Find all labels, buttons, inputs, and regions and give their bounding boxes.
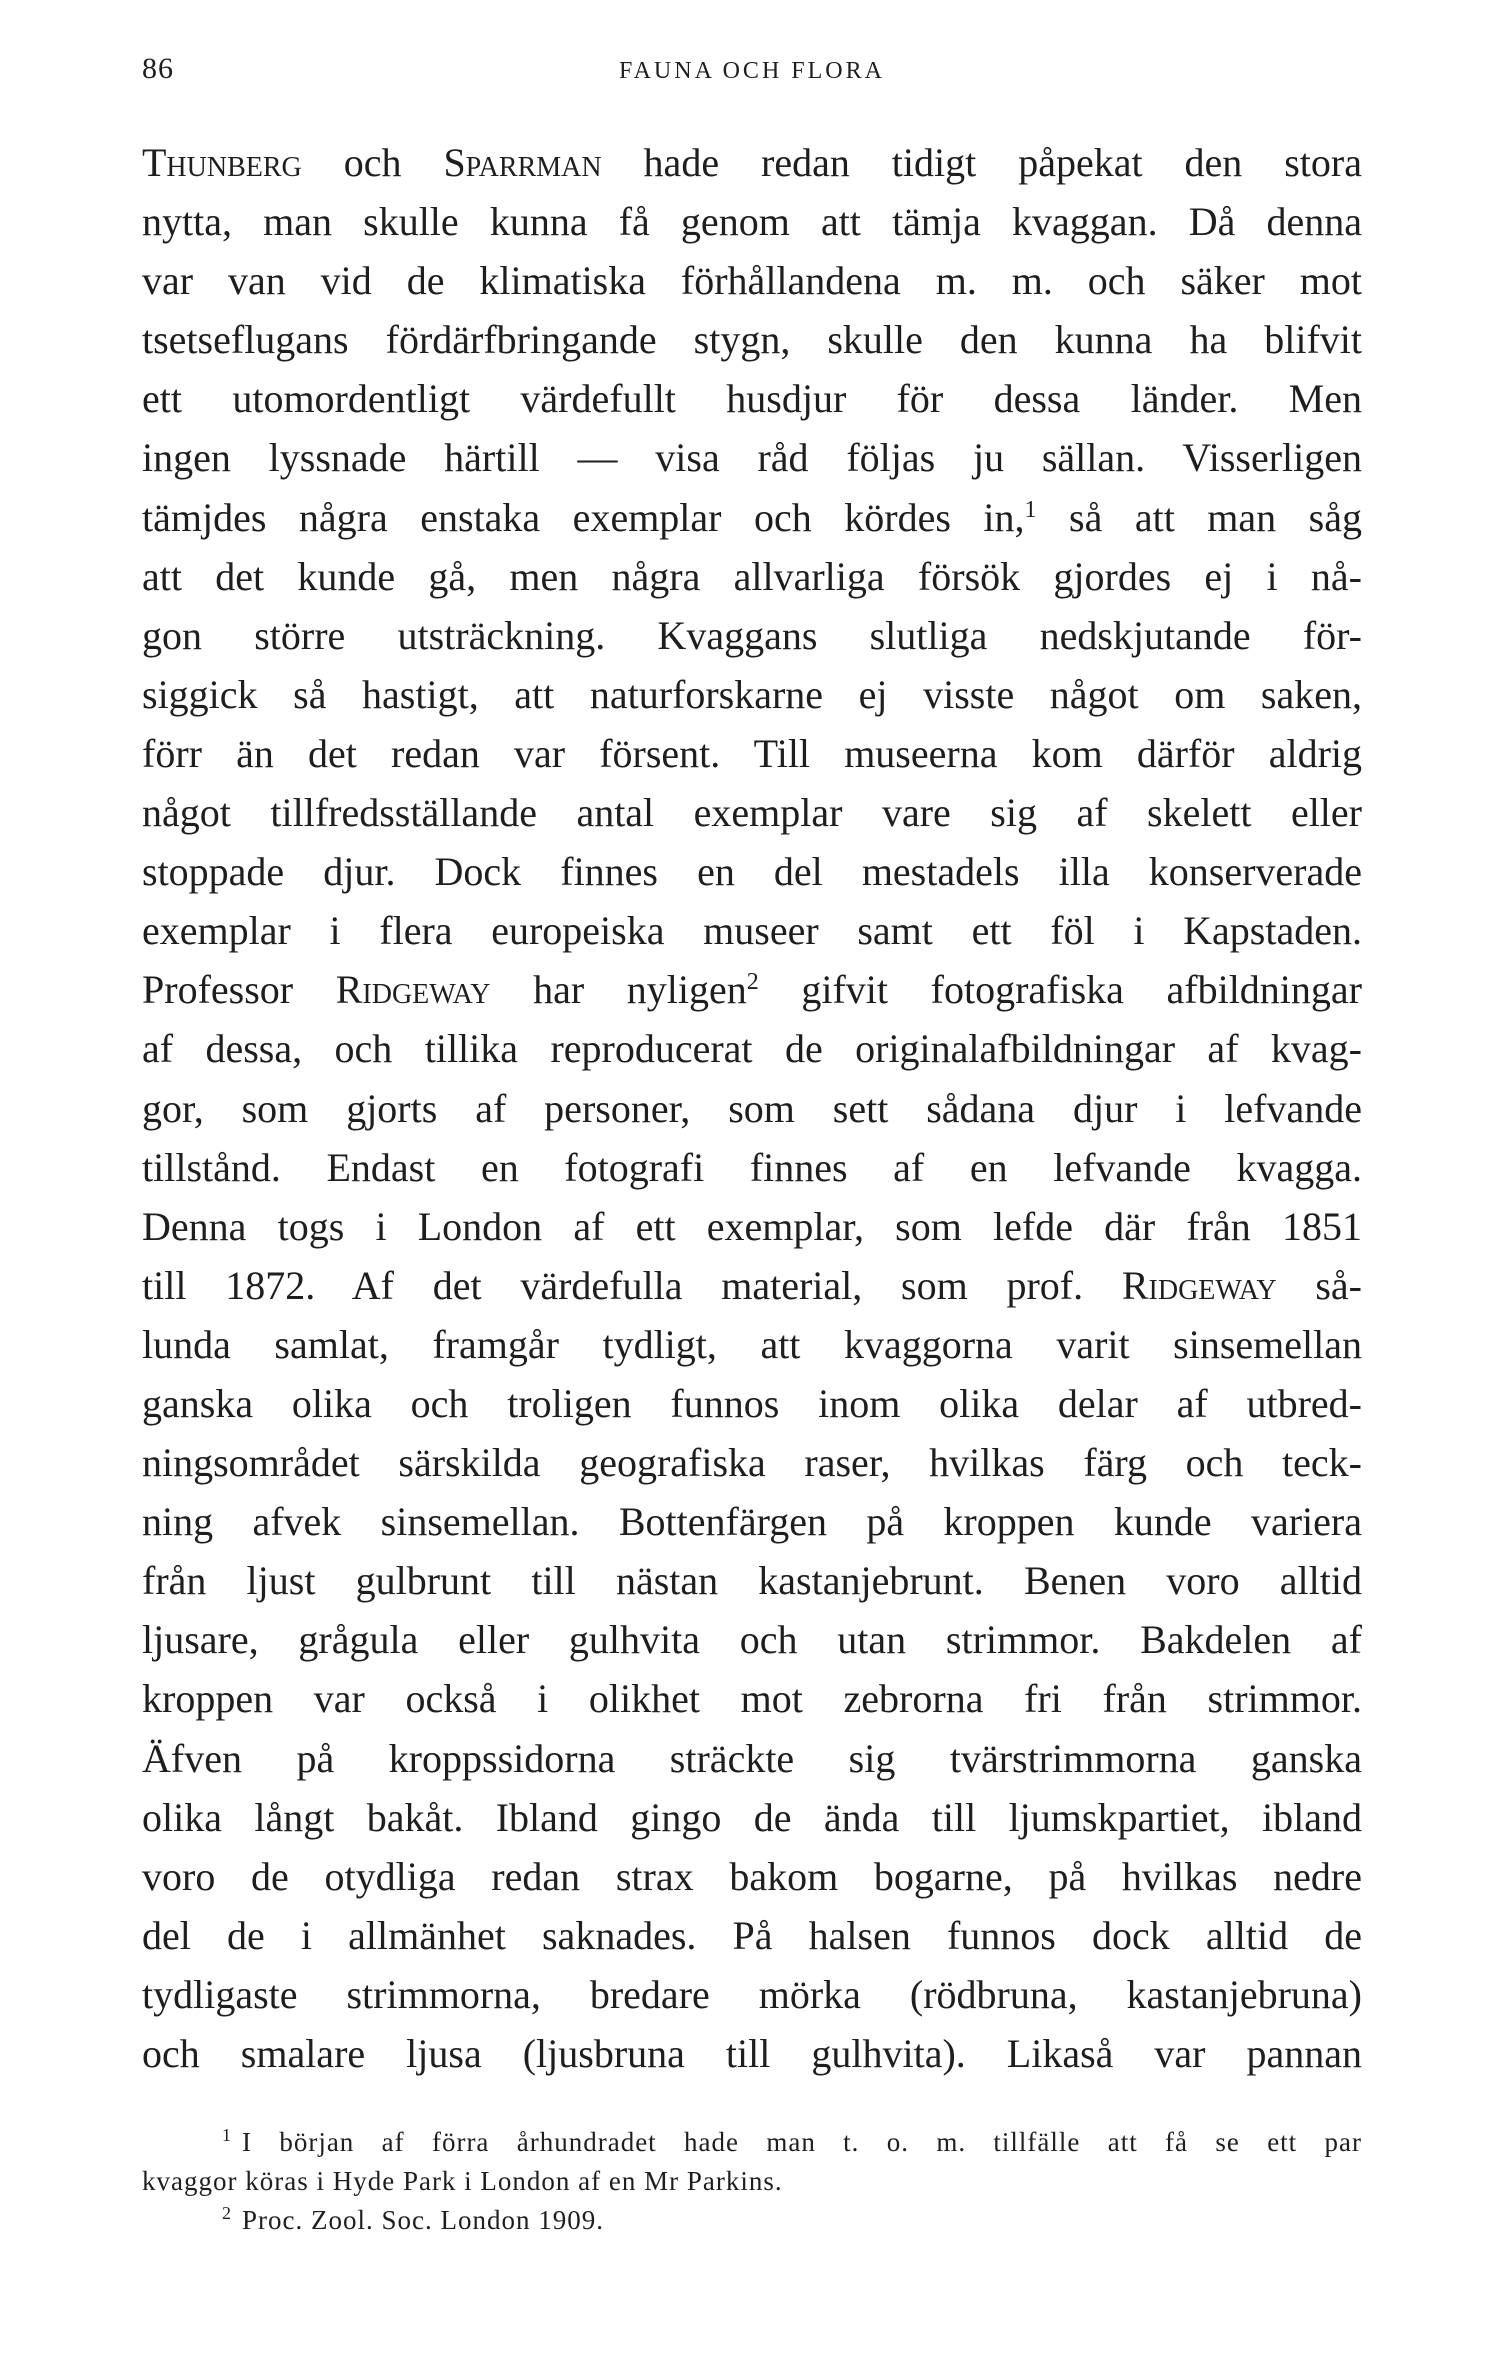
text-run: ningsområdet särskilda geografiska raser, hvilkas färg och teck- xyxy=(142,1440,1362,1486)
text-run: har nyligen xyxy=(490,967,747,1013)
text-run: gon större utsträckning. Kvaggans slutliga nedskjutande för- xyxy=(142,612,1362,658)
text-line xyxy=(142,1551,1362,1610)
text-line xyxy=(142,133,1362,192)
text-run: Äfven på kroppssidorna sträckte sig tvärstrimmorna ganska xyxy=(142,1735,1362,1781)
author-name: Ridgeway xyxy=(1121,1262,1277,1308)
page-number: 86 xyxy=(142,52,174,85)
text-run: något tillfredsställande antal exemplar vare sig af skelett eller xyxy=(142,790,1362,836)
footnote-2-line-1 xyxy=(142,2201,1362,2240)
text-run: gifvit fotografiska afbildningar xyxy=(758,967,1362,1013)
text-run: Denna togs i London af ett exemplar, som lefde där från 1851 xyxy=(142,1203,1362,1249)
footnote-2-mark: 2 xyxy=(222,2203,232,2223)
page-header xyxy=(142,52,1362,92)
footnote-2-text: Proc. Zool. Soc. London 1909. xyxy=(242,2205,604,2235)
footnote-1-line-2: kvaggor köras i Hyde Park i London af en Mr Parkins. xyxy=(142,2166,783,2196)
text-line xyxy=(142,665,1362,724)
text-run: från ljust gulbrunt till nästan kastanjebrunt. Benen voro alltid xyxy=(142,1558,1362,1604)
text-run: och smalare ljusa (ljusbruna till gulhvita). Likaså var pannan xyxy=(142,2031,1362,2076)
text-line xyxy=(142,428,1362,487)
text-run: voro de otydliga redan strax bakom bogarne, på hvilkas nedre xyxy=(142,1853,1362,1899)
text-line xyxy=(142,1788,1362,1847)
text-run: exemplar i flera europeiska museer samt ett föl i Kapstaden. xyxy=(142,908,1362,954)
text-run: af dessa, och tillika reproducerat de originalafbildningar af kvag- xyxy=(142,1026,1362,1072)
text-line xyxy=(142,842,1362,901)
author-name: Thunberg xyxy=(142,140,302,185)
text-line xyxy=(142,1374,1362,1433)
text-line xyxy=(142,1847,1362,1906)
text-run: tämjdes några enstaka exemplar och kördes in, xyxy=(142,494,1025,540)
text-run: så- xyxy=(1276,1262,1363,1308)
text-line xyxy=(142,1492,1362,1551)
footnotes xyxy=(142,2123,1362,2240)
text-run: ganska olika och troligen funnos inom olika delar af utbred- xyxy=(142,1380,1362,1426)
text-run: ljusare, grågula eller gulhvita och utan strimmor. Bakdelen af xyxy=(142,1617,1362,1663)
text-line xyxy=(142,960,1362,1019)
text-line xyxy=(142,783,1362,842)
text-line xyxy=(142,1669,1362,1728)
text-line xyxy=(142,724,1362,783)
text-run: kroppen var också i olikhet mot zebrorna fri från strimmor. xyxy=(142,1676,1362,1722)
text-line xyxy=(142,2024,1362,2083)
text-line xyxy=(142,310,1362,369)
text-line xyxy=(142,1906,1362,1965)
text-run: ingen lyssnade härtill — visa råd följas ju sällan. Visserligen xyxy=(142,435,1362,481)
author-name: Sparrman xyxy=(443,140,602,185)
body-text xyxy=(142,133,1362,2083)
text-run: Professor xyxy=(142,967,336,1013)
text-line xyxy=(142,1079,1362,1138)
text-line xyxy=(142,251,1362,310)
text-run: tydligaste strimmorna, bredare mörka (rödbruna, kastanjebruna) xyxy=(142,1971,1362,2017)
text-run: hade redan tidigt påpekat den stora xyxy=(601,140,1362,185)
text-line xyxy=(142,1610,1362,1669)
text-line xyxy=(142,901,1362,960)
text-run: ett utomordentligt värdefullt husdjur för dessa länder. Men xyxy=(142,376,1362,422)
text-run: olika långt bakåt. Ibland gingo de ända till ljumskpartiet, ibland xyxy=(142,1794,1362,1840)
text-run: gor, som gjorts af personer, som sett sådana djur i lefvande xyxy=(142,1085,1362,1131)
text-run: och xyxy=(301,140,444,185)
text-line xyxy=(142,547,1362,606)
text-run: förr än det redan var försent. Till museerna kom därför aldrig xyxy=(142,730,1362,776)
text-run: ning afvek sinsemellan. Bottenfärgen på kroppen kunde variera xyxy=(142,1499,1362,1545)
text-run: så att man såg xyxy=(1036,494,1362,540)
text-line xyxy=(142,1729,1362,1788)
text-run: siggick så hastigt, att naturforskarne ej visste något om saken, xyxy=(142,671,1362,717)
text-line xyxy=(142,606,1362,665)
text-run: stoppade djur. Dock finnes en del mestadels illa konserverade xyxy=(142,849,1362,895)
footnote-1-text: I början af förra århundradet hade man t. o. m. tillfälle att få se ett par xyxy=(242,2127,1362,2157)
text-line xyxy=(142,1138,1362,1197)
text-run: till 1872. Af det värdefulla material, som prof. xyxy=(142,1262,1122,1308)
author-name: Ridgeway xyxy=(335,967,491,1013)
text-line xyxy=(142,1197,1362,1256)
text-line xyxy=(142,369,1362,428)
text-line xyxy=(142,1965,1362,2024)
text-line xyxy=(142,1433,1362,1492)
text-run: tillstånd. Endast en fotografi finnes af en lefvande kvagga. xyxy=(142,1144,1362,1190)
text-run: del de i allmänhet saknades. På halsen funnos dock alltid de xyxy=(142,1912,1362,1958)
text-line xyxy=(142,192,1362,251)
footnote-reference: 1 xyxy=(1024,496,1037,523)
text-run: nytta, man skulle kunna få genom att tämja kvaggan. Då denna xyxy=(142,199,1362,245)
footnote-1-mark: 1 xyxy=(222,2125,232,2145)
text-run: tsetseflugans fördärfbringande stygn, skulle den kunna ha blifvit xyxy=(142,317,1362,363)
footnote-reference: 2 xyxy=(746,969,759,996)
text-run: var van vid de klimatiska förhållandena m. m. och säker mot xyxy=(142,258,1362,304)
running-title: FAUNA OCH FLORA xyxy=(619,58,885,84)
text-line xyxy=(142,1019,1362,1078)
footnote-1-line-1 xyxy=(142,2123,1362,2162)
text-line xyxy=(142,1256,1362,1315)
text-line xyxy=(142,488,1362,547)
text-line xyxy=(142,1315,1362,1374)
text-run: lunda samlat, framgår tydligt, att kvaggorna varit sinsemellan xyxy=(142,1321,1362,1367)
text-run: att det kunde gå, men några allvarliga försök gjordes ej i nå- xyxy=(142,553,1362,599)
